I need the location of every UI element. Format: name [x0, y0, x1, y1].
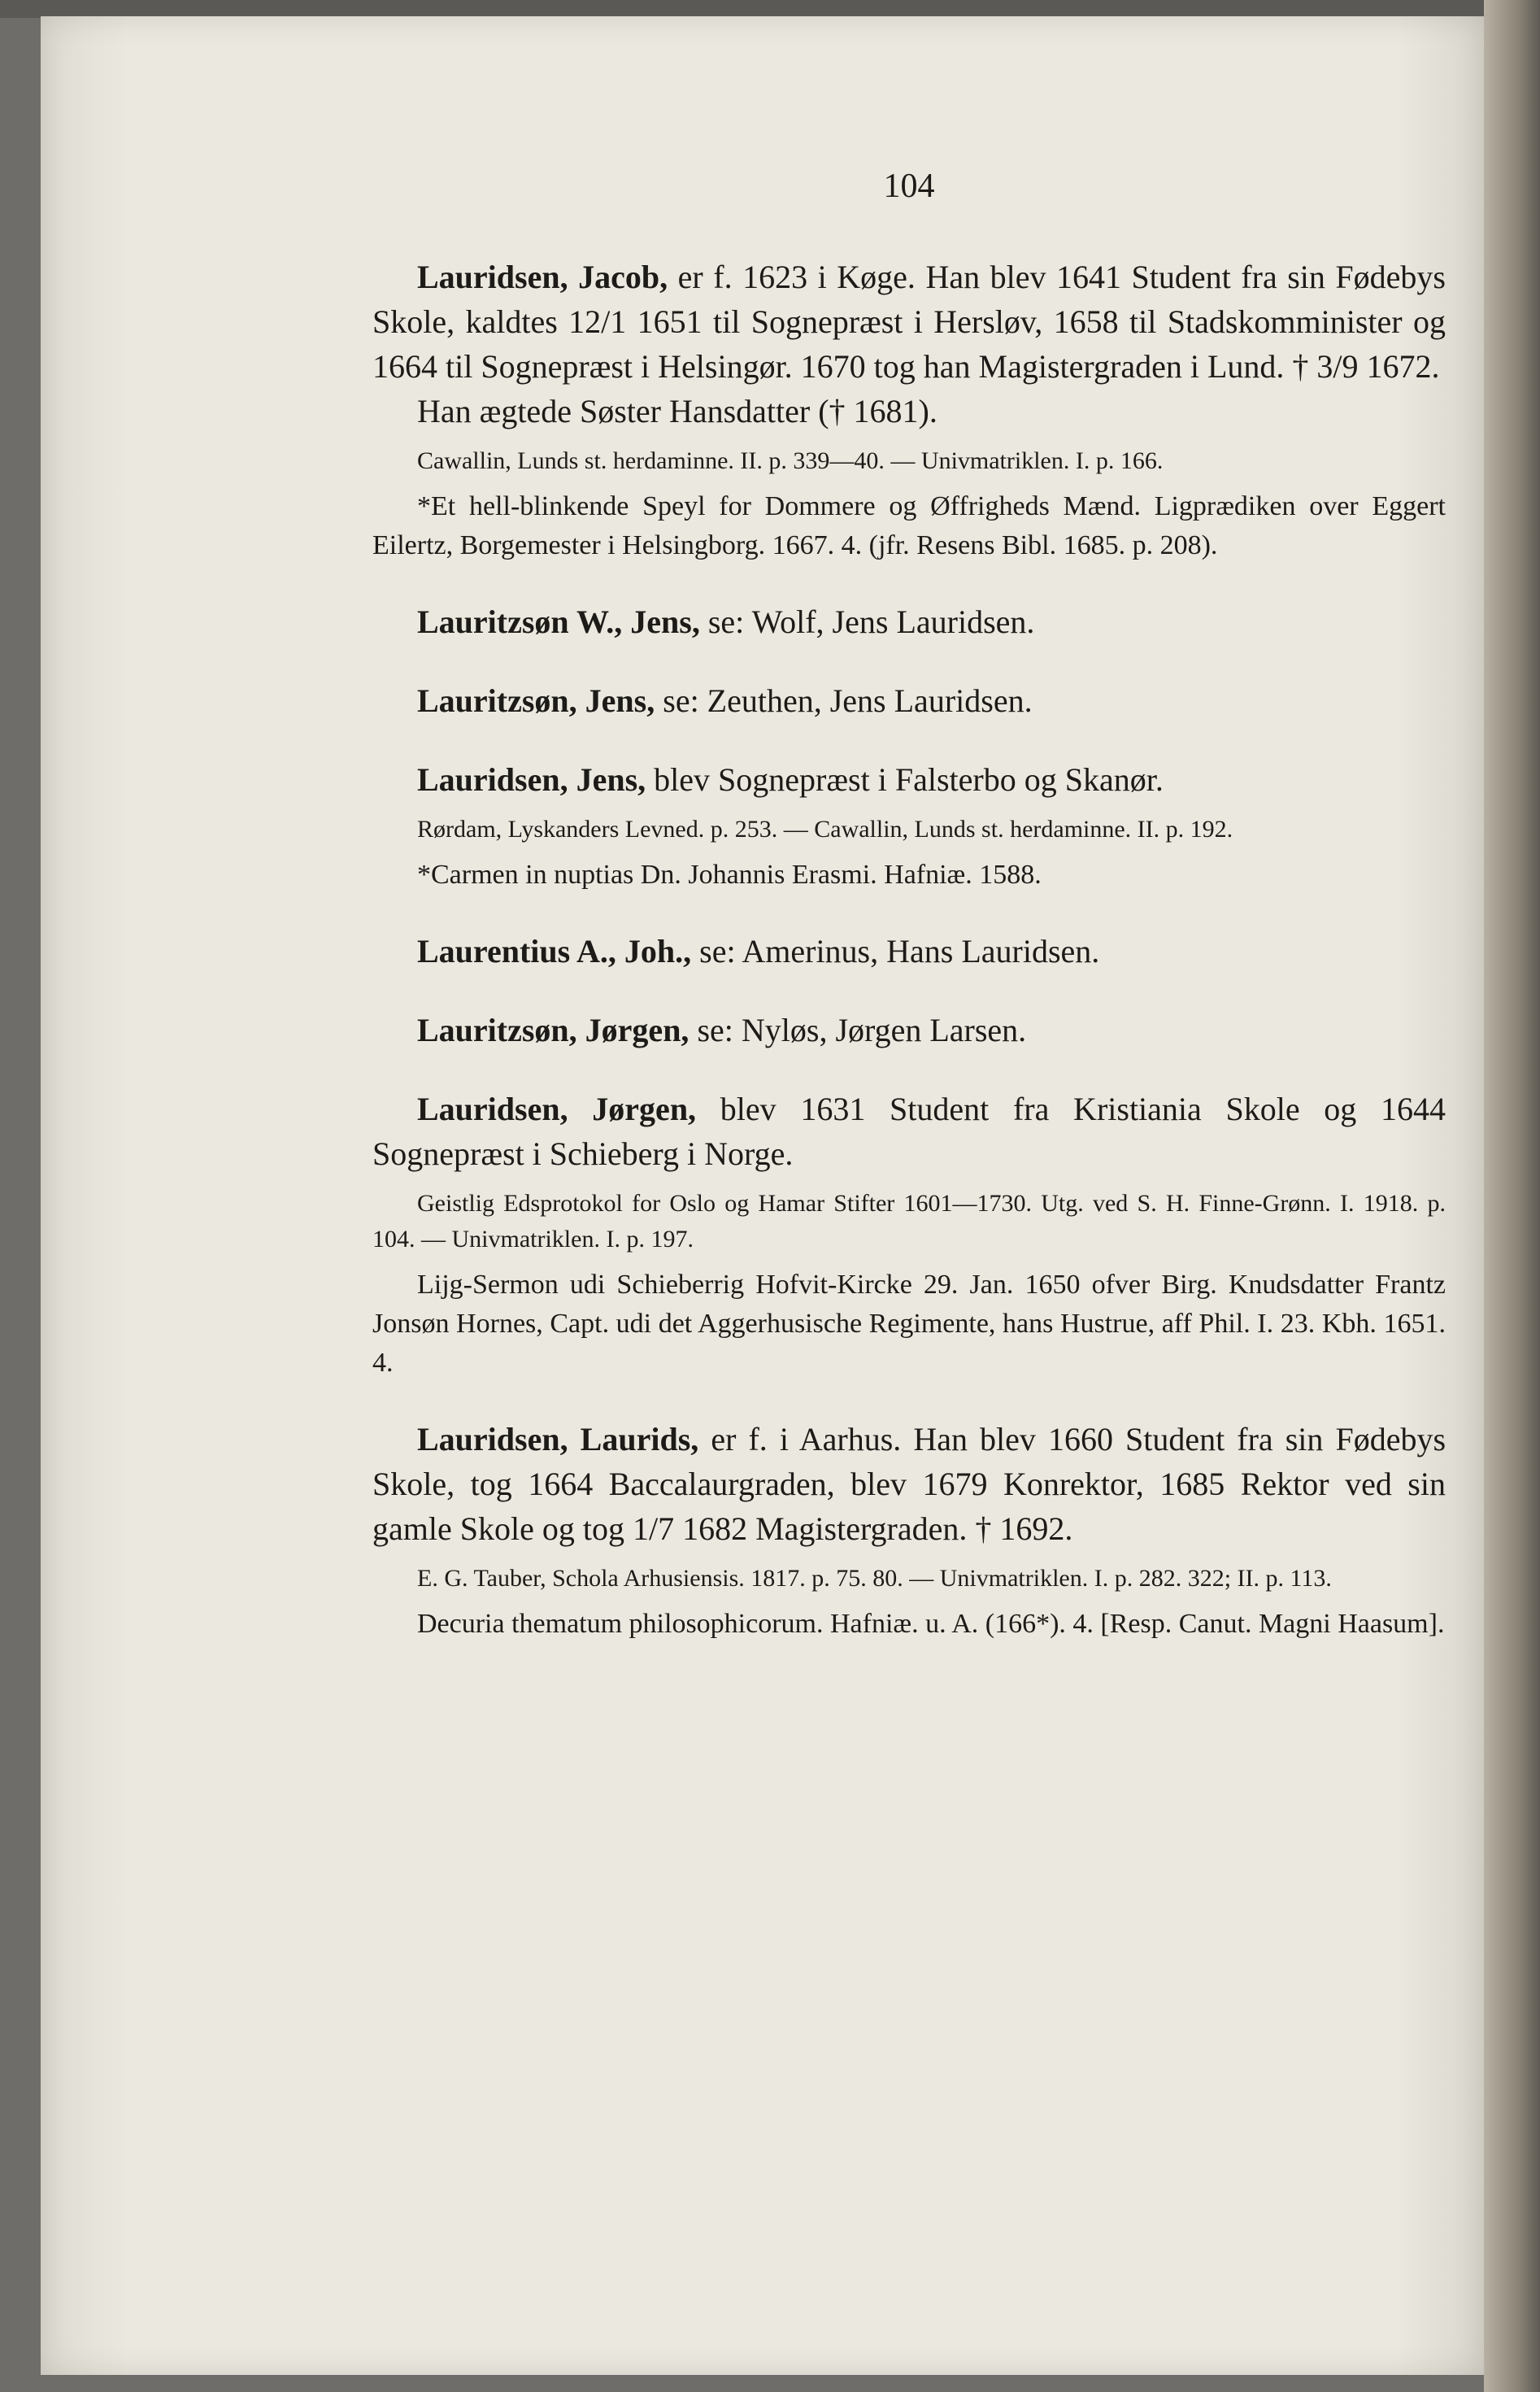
entry-references: Rørdam, Lyskanders Levned. p. 253. — Cawallin, Lunds st. herdaminne. II. p. 192.	[417, 816, 1233, 843]
entry-work: *Et hell-blinkende Speyl for Dommere og Øffrigheds Mænd. Ligprædiken over Eggert Eilertz, Borgemester i Helsingborg. 1667. 4. (jfr. Resens Bibl. 1685. p. 208).	[372, 491, 1446, 560]
entry-lauritzson-jorgen	[372, 1008, 1446, 1052]
entry-name: Laurentius A., Joh.,	[417, 933, 692, 969]
entry-text: er f. 1623 i Køge. Han blev 1641 Student fra sin Fødebys Skole, kaldtes 12/1 1651 til Sognepræst i Hersløv, 1658 til Stadskomminister og 1664 til Sognepræst i Helsingør. 1670 tog han Magistergraden i Lund. † 3/9 1672.	[372, 259, 1446, 385]
entry-text-continued: Han ægtede Søster Hansdatter († 1681).	[417, 393, 937, 429]
entry-lauritzson-w-jens	[372, 599, 1446, 644]
entry-text: blev 1631 Student fra Kristiania Skole og 1644 Sognepræst i Schieberg i Norge.	[372, 1091, 1446, 1172]
entry-work: Lijg-Sermon udi Schieberrig Hofvit-Kircke 29. Jan. 1650 ofver Birg. Knudsdatter Frantz Jonsøn Hornes, Capt. udi det Aggerhusische Regimente, hans Hustrue, aff Phil. I. 23. Kbh. 1651. 4.	[372, 1270, 1446, 1378]
entry-name: Lauritzsøn, Jørgen,	[417, 1012, 690, 1048]
entry-text: se: Nyløs, Jørgen Larsen.	[697, 1012, 1027, 1048]
entry-lauridsen-jens	[372, 757, 1446, 895]
entry-text: se: Amerinus, Hans Lauridsen.	[699, 933, 1100, 969]
entry-lauridsen-jorgen	[372, 1087, 1446, 1383]
entry-references: E. G. Tauber, Schola Arhusiensis. 1817. p. 75. 80. — Univmatriklen. I. p. 282. 322; II. p. 113.	[417, 1565, 1332, 1592]
entry-name: Lauritzsøn W., Jens,	[417, 603, 700, 640]
entry-name: Lauridsen, Laurids,	[417, 1421, 699, 1457]
entry-name: Lauridsen, Jørgen,	[417, 1091, 697, 1127]
entry-laurentius-joh	[372, 929, 1446, 974]
entry-references: Cawallin, Lunds st. herdaminne. II. p. 339—40. — Univmatriklen. I. p. 166.	[417, 447, 1164, 474]
scan-top-border	[0, 0, 1540, 18]
entry-name: Lauridsen, Jacob,	[417, 259, 668, 295]
entry-text: se: Zeuthen, Jens Lauridsen.	[663, 682, 1033, 719]
page-number: 104	[883, 168, 935, 205]
entry-references: Geistlig Edsprotokol for Oslo og Hamar Stifter 1601—1730. Utg. ved S. H. Finne-Grønn. I. 1918. p. 104. — Univmatriklen. I. p. 197.	[372, 1190, 1446, 1253]
entry-lauridsen-jacob	[372, 255, 1446, 565]
entry-text: er f. i Aarhus. Han blev 1660 Student fra sin Fødebys Skole, tog 1664 Baccalaurgraden, blev 1679 Konrektor, 1685 Rektor ved sin gamle Skole og tog 1/7 1682 Magistergraden. † 1692.	[372, 1421, 1446, 1547]
entry-name: Lauritzsøn, Jens,	[417, 682, 655, 719]
page-edge	[1484, 0, 1540, 2392]
entry-text: se: Wolf, Jens Lauridsen.	[707, 603, 1035, 640]
entry-name: Lauridsen, Jens,	[417, 761, 646, 798]
entry-lauritzson-jens	[372, 678, 1446, 723]
page-text	[372, 167, 1446, 1678]
entry-work: Decuria thematum philosophicorum. Hafniæ. u. A. (166*). 4. [Resp. Canut. Magni Haasum].	[417, 1609, 1445, 1639]
entry-work: *Carmen in nuptias Dn. Johannis Erasmi. Hafniæ. 1588.	[417, 860, 1042, 890]
entry-lauridsen-laurids	[372, 1417, 1446, 1644]
entry-text: blev Sognepræst i Falsterbo og Skanør.	[654, 761, 1164, 798]
